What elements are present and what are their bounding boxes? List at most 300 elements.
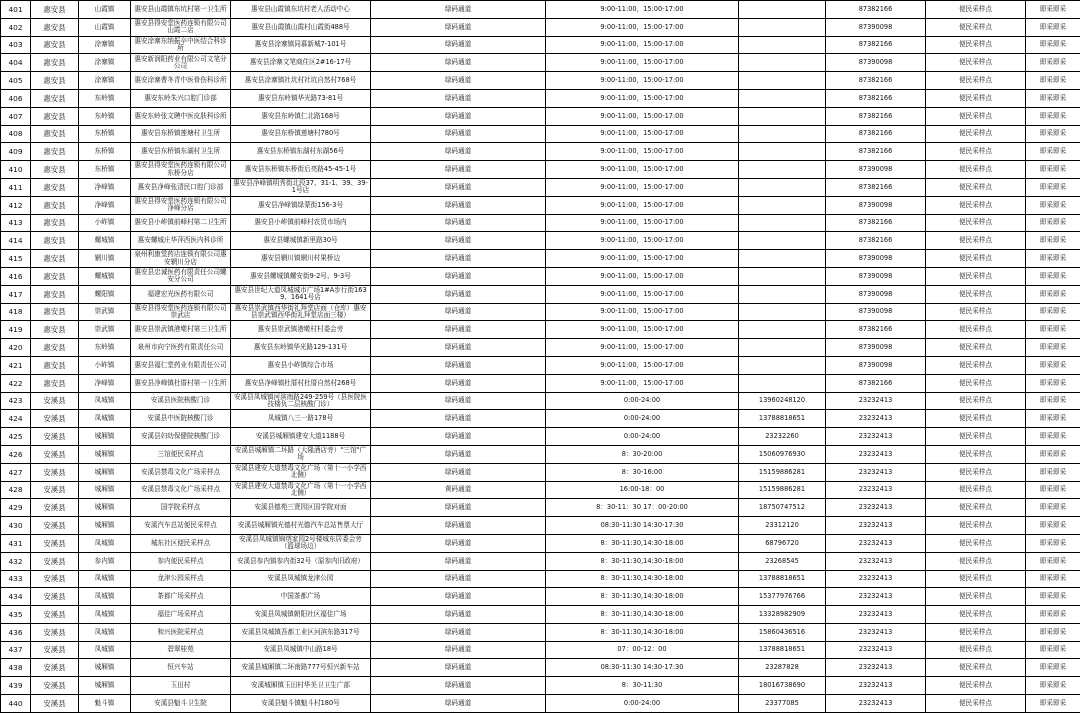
- table-row: [1, 72, 1080, 90]
- cell-site-name: 惠安县小岞镇前峰村第二卫生所: [131, 214, 231, 232]
- cell-sampling-hours: 07：00-12：00: [546, 641, 739, 659]
- cell-site-name: 惠安新润阳药业有限公司文笔分公司: [131, 54, 231, 72]
- cell-town: 辋川镇: [79, 250, 131, 268]
- cell-site-type: 便民采样点: [926, 143, 1026, 161]
- cell-sampling-hours: 9:00-11:00，15:00-17:00: [546, 18, 739, 36]
- cell-access-channel: 绿码通道: [371, 588, 546, 606]
- cell-row-number: 409: [1, 143, 31, 161]
- cell-hotline: 23232413: [826, 659, 926, 677]
- cell-town: 城厢镇: [79, 428, 131, 446]
- cell-sampling-hours: 9:00-11:00，15:00-17:00: [546, 196, 739, 214]
- cell-contact-phone: [739, 178, 826, 196]
- cell-hotline: 23232413: [826, 695, 926, 713]
- cell-sampling-hours: 8：30-11:30,14:30-18:00: [546, 588, 739, 606]
- cell-address: 惠安县小岞镇前峰村农贸市场内: [231, 214, 371, 232]
- table-row: [1, 214, 1080, 232]
- cell-hotline: 87390098: [826, 250, 926, 268]
- cell-site-name: 泉州利康堂药店连锁有限公司惠安辋川分店: [131, 250, 231, 268]
- cell-hotline: 87390098: [826, 303, 926, 321]
- cell-row-number: 406: [1, 89, 31, 107]
- cell-sampling-mode: 即采即采: [1026, 18, 1080, 36]
- cell-site-name: 安溪县妇幼保健院核酸门诊: [131, 428, 231, 446]
- cell-address: 惠安县东桥镇莲塘村780号: [231, 125, 371, 143]
- cell-address: 安溪县凤城镇吾都工业区河滨东路317号: [231, 623, 371, 641]
- cell-site-type: 便民采样点: [926, 392, 1026, 410]
- cell-sampling-hours: 9:00-11:00，15:00-17:00: [546, 72, 739, 90]
- cell-county: 惠安县: [31, 125, 79, 143]
- cell-row-number: 426: [1, 445, 31, 463]
- cell-town: 凤城镇: [79, 392, 131, 410]
- cell-sampling-mode: 即采即采: [1026, 107, 1080, 125]
- cell-access-channel: 绿码通道: [371, 125, 546, 143]
- cell-access-channel: 绿码通道: [371, 570, 546, 588]
- cell-site-type: 便民采样点: [926, 356, 1026, 374]
- cell-sampling-mode: 即采即采: [1026, 72, 1080, 90]
- cell-contact-phone: [739, 1, 826, 19]
- cell-site-type: 便民采样点: [926, 107, 1026, 125]
- cell-hotline: 23232413: [826, 428, 926, 446]
- cell-row-number: 423: [1, 392, 31, 410]
- cell-site-name: 惠安县忠诚医药有限责任公司螺安分公司: [131, 267, 231, 285]
- cell-county: 安溪县: [31, 517, 79, 535]
- cell-access-channel: 绿码通道: [371, 232, 546, 250]
- cell-access-channel: 绿码通道: [371, 677, 546, 695]
- cell-town: 城厢镇: [79, 463, 131, 481]
- cell-site-type: 便民采样点: [926, 214, 1026, 232]
- cell-site-name: 惠安县得安堂医药连锁有限公司东桥分店: [131, 161, 231, 179]
- cell-site-type: 便民采样点: [926, 606, 1026, 624]
- cell-address: 安溪县城厢镇光德村光德汽车总站售票大厅: [231, 517, 371, 535]
- cell-sampling-hours: 9:00-11:00，15:00-17:00: [546, 107, 739, 125]
- cell-site-type: 便民采样点: [926, 552, 1026, 570]
- cell-county: 惠安县: [31, 107, 79, 125]
- cell-address: 惠安县净峰镇明秀街北段37、31-1、39、39-1号店: [231, 178, 371, 196]
- cell-hotline: 23232413: [826, 588, 926, 606]
- cell-hotline: 23232413: [826, 517, 926, 535]
- cell-site-type: 便民采样点: [926, 517, 1026, 535]
- cell-sampling-hours: 9:00-11:00，15:00-17:00: [546, 374, 739, 392]
- cell-town: 城厢镇: [79, 659, 131, 677]
- cell-site-type: 便民采样点: [926, 588, 1026, 606]
- cell-access-channel: 绿码通道: [371, 499, 546, 517]
- table-row: [1, 89, 1080, 107]
- cell-row-number: 429: [1, 499, 31, 517]
- table-row: [1, 517, 1080, 535]
- cell-contact-phone: 15377976766: [739, 588, 826, 606]
- cell-county: 安溪县: [31, 588, 79, 606]
- cell-site-type: 便民采样点: [926, 250, 1026, 268]
- table-row: [1, 196, 1080, 214]
- cell-address: 安溪县凤城镇龙津公园: [231, 570, 371, 588]
- cell-site-name: 福佳广场采样点: [131, 606, 231, 624]
- cell-site-name: 安溪县禁毒文化广场采样点: [131, 463, 231, 481]
- cell-contact-phone: 23268545: [739, 552, 826, 570]
- cell-address: 惠安县净峰镇杜厝村杜厝自然村268号: [231, 374, 371, 392]
- cell-sampling-hours: 8：30-11:30,14:30-18:00: [546, 552, 739, 570]
- cell-site-type: 便民采样点: [926, 463, 1026, 481]
- cell-hotline: 87390098: [826, 18, 926, 36]
- cell-sampling-mode: 即采即采: [1026, 143, 1080, 161]
- cell-sampling-mode: 即采即采: [1026, 517, 1080, 535]
- cell-hotline: 87390098: [826, 161, 926, 179]
- cell-sampling-hours: 8：30-11:30: [546, 677, 739, 695]
- cell-site-type: 便民采样点: [926, 695, 1026, 713]
- cell-hotline: 23232413: [826, 499, 926, 517]
- cell-contact-phone: 13788818651: [739, 641, 826, 659]
- table-row: [1, 18, 1080, 36]
- table-row: [1, 1, 1080, 19]
- cell-address: 惠安县净峰镇绿蒙街156-3号: [231, 196, 371, 214]
- table-row: [1, 606, 1080, 624]
- cell-access-channel: 绿码通道: [371, 36, 546, 54]
- cell-sampling-mode: 即采即采: [1026, 428, 1080, 446]
- cell-hotline: 87382166: [826, 143, 926, 161]
- cell-row-number: 422: [1, 374, 31, 392]
- cell-address: 惠安县世纪大道凤城城市广场1#A步行街1639、1641号店: [231, 285, 371, 303]
- cell-town: 东岭镇: [79, 89, 131, 107]
- cell-access-channel: 绿码通道: [371, 107, 546, 125]
- cell-sampling-mode: 即采即采: [1026, 54, 1080, 72]
- cell-access-channel: 绿码通道: [371, 18, 546, 36]
- cell-county: 惠安县: [31, 178, 79, 196]
- cell-sampling-mode: 即采即采: [1026, 445, 1080, 463]
- cell-county: 惠安县: [31, 72, 79, 90]
- cell-access-channel: 绿码通道: [371, 517, 546, 535]
- cell-hotline: 23232413: [826, 570, 926, 588]
- cell-site-type: 便民采样点: [926, 125, 1026, 143]
- cell-site-name: 惠安涂寨曹冬青中医骨伤科诊所: [131, 72, 231, 90]
- cell-access-channel: 绿码通道: [371, 321, 546, 339]
- cell-access-channel: 绿码通道: [371, 606, 546, 624]
- cell-town: 东桥镇: [79, 143, 131, 161]
- cell-site-name: 龙津公园采样点: [131, 570, 231, 588]
- cell-sampling-hours: 9:00-11:00，15:00-17:00: [546, 125, 739, 143]
- cell-site-type: 便民采样点: [926, 499, 1026, 517]
- cell-hotline: 87390098: [826, 196, 926, 214]
- cell-town: 东岭镇: [79, 339, 131, 357]
- cell-town: 城厢镇: [79, 499, 131, 517]
- cell-address: 惠安县崇武镇西华街礼拜堂店面（仓库）惠安县崇武镇西华街礼拜堂店面三楼）: [231, 303, 371, 321]
- cell-contact-phone: [739, 89, 826, 107]
- cell-site-type: 便民采样点: [926, 677, 1026, 695]
- cell-sampling-mode: 即采即采: [1026, 588, 1080, 606]
- table-row: [1, 499, 1080, 517]
- cell-site-type: 便民采样点: [926, 72, 1026, 90]
- table-row: [1, 125, 1080, 143]
- cell-sampling-mode: 即采即采: [1026, 89, 1080, 107]
- cell-county: 安溪县: [31, 410, 79, 428]
- cell-contact-phone: [739, 321, 826, 339]
- cell-sampling-mode: 即采即采: [1026, 196, 1080, 214]
- cell-address: 惠安县东桥镇东桥街后亮路45-45-1号: [231, 161, 371, 179]
- table-row: [1, 623, 1080, 641]
- cell-sampling-hours: 0:00-24:00: [546, 695, 739, 713]
- cell-contact-phone: [739, 356, 826, 374]
- cell-sampling-mode: 即采即采: [1026, 392, 1080, 410]
- cell-site-type: 便民采样点: [926, 178, 1026, 196]
- cell-town: 城厢镇: [79, 517, 131, 535]
- cell-sampling-hours: 9:00-11:00，15:00-17:00: [546, 143, 739, 161]
- cell-site-type: 便民采样点: [926, 534, 1026, 552]
- cell-sampling-hours: 9:00-11:00，15:00-17:00: [546, 303, 739, 321]
- cell-sampling-hours: 9:00-11:00，15:00-17:00: [546, 178, 739, 196]
- cell-sampling-mode: 即采即采: [1026, 499, 1080, 517]
- cell-sampling-mode: 即采即采: [1026, 677, 1080, 695]
- cell-county: 安溪县: [31, 445, 79, 463]
- cell-contact-phone: [739, 161, 826, 179]
- cell-site-name: 惠安县东桥镇莲塘村卫生所: [131, 125, 231, 143]
- cell-sampling-mode: 即采即采: [1026, 552, 1080, 570]
- table-row: [1, 570, 1080, 588]
- cell-sampling-mode: 即采即采: [1026, 321, 1080, 339]
- cell-site-type: 便民采样点: [926, 321, 1026, 339]
- cell-hotline: 23232413: [826, 445, 926, 463]
- cell-contact-phone: [739, 267, 826, 285]
- cell-site-name: 安溪县医院核酸门诊: [131, 392, 231, 410]
- cell-sampling-hours: 08:30-11:30 14:30-17:30: [546, 517, 739, 535]
- table-row: [1, 250, 1080, 268]
- cell-sampling-mode: 即采即采: [1026, 1, 1080, 19]
- cell-contact-phone: 18750747512: [739, 499, 826, 517]
- cell-site-type: 便民采样点: [926, 428, 1026, 446]
- cell-hotline: 23232413: [826, 606, 926, 624]
- cell-access-channel: 绿码通道: [371, 285, 546, 303]
- cell-site-type: 便民采样点: [926, 410, 1026, 428]
- cell-town: 凤城镇: [79, 410, 131, 428]
- cell-sampling-hours: 8：30-20:00: [546, 445, 739, 463]
- table-row: [1, 356, 1080, 374]
- cell-sampling-hours: 9:00-11:00，15:00-17:00: [546, 1, 739, 19]
- cell-address: 惠安县山霞镇山霞村山霞街488号: [231, 18, 371, 36]
- cell-address: 安溪县参内镇参内街32号（原参内旧政府）: [231, 552, 371, 570]
- cell-access-channel: 绿码通道: [371, 214, 546, 232]
- table-row: [1, 36, 1080, 54]
- cell-contact-phone: [739, 143, 826, 161]
- cell-county: 惠安县: [31, 374, 79, 392]
- cell-town: 净峰镇: [79, 374, 131, 392]
- cell-site-name: 三馆便民采样点: [131, 445, 231, 463]
- cell-contact-phone: [739, 18, 826, 36]
- table-row: [1, 534, 1080, 552]
- cell-address: 惠安县螺城镇新里路30号: [231, 232, 371, 250]
- cell-row-number: 428: [1, 481, 31, 499]
- cell-contact-phone: [739, 36, 826, 54]
- cell-contact-phone: [739, 196, 826, 214]
- cell-address: 安溪县城厢镇二环路（大隆酒店旁）"三馆"广场: [231, 445, 371, 463]
- cell-sampling-hours: 08:30-11:30 14:30-17:30: [546, 659, 739, 677]
- cell-site-name: 福建宏光医药有限公司: [131, 285, 231, 303]
- cell-access-channel: 绿码通道: [371, 374, 546, 392]
- table-row: [1, 410, 1080, 428]
- cell-access-channel: 绿码通道: [371, 695, 546, 713]
- cell-contact-phone: [739, 285, 826, 303]
- cell-site-name: 国学院采样点: [131, 499, 231, 517]
- cell-address: 安溪县建安大道禁毒文化广场（第十一小学西北侧）: [231, 481, 371, 499]
- cell-site-name: 惠安县得安堂医药连锁有限公司山霞二店: [131, 18, 231, 36]
- cell-sampling-hours: 8：30-11:30,14:30-18:00: [546, 606, 739, 624]
- cell-contact-phone: [739, 232, 826, 250]
- cell-row-number: 433: [1, 570, 31, 588]
- cell-sampling-hours: 9:00-11:00，15:00-17:00: [546, 89, 739, 107]
- cell-row-number: 410: [1, 161, 31, 179]
- cell-sampling-hours: 8：30-16:00: [546, 463, 739, 481]
- cell-county: 惠安县: [31, 89, 79, 107]
- cell-sampling-mode: 即采即采: [1026, 178, 1080, 196]
- cell-row-number: 438: [1, 659, 31, 677]
- table-row: [1, 143, 1080, 161]
- table-row: [1, 285, 1080, 303]
- table-row: [1, 161, 1080, 179]
- cell-contact-phone: [739, 54, 826, 72]
- cell-sampling-mode: 即采即采: [1026, 374, 1080, 392]
- cell-town: 东桥镇: [79, 125, 131, 143]
- cell-site-type: 便民采样点: [926, 445, 1026, 463]
- cell-sampling-mode: 即采即采: [1026, 339, 1080, 357]
- cell-county: 安溪县: [31, 499, 79, 517]
- cell-sampling-mode: 即采即采: [1026, 606, 1080, 624]
- cell-sampling-hours: 0:00-24:00: [546, 428, 739, 446]
- cell-town: 山霞镇: [79, 18, 131, 36]
- cell-sampling-hours: 8：30-11：30 17：00-20:00: [546, 499, 739, 517]
- table-row: [1, 677, 1080, 695]
- cell-sampling-mode: 即采即采: [1026, 410, 1080, 428]
- cell-row-number: 419: [1, 321, 31, 339]
- cell-sampling-hours: 9:00-11:00，15:00-17:00: [546, 54, 739, 72]
- cell-address: 安溪县凤城镇锦绣家园2号楼城东居委会旁（篮球场边）: [231, 534, 371, 552]
- cell-address: 凤城镇八三一路178号: [231, 410, 371, 428]
- cell-access-channel: 绿码通道: [371, 339, 546, 357]
- cell-town: 崇武镇: [79, 321, 131, 339]
- cell-town: 螺城镇: [79, 232, 131, 250]
- cell-hotline: 87382166: [826, 321, 926, 339]
- cell-contact-phone: [739, 72, 826, 90]
- cell-sampling-hours: 9:00-11:00，15:00-17:00: [546, 339, 739, 357]
- cell-access-channel: 绿码通道: [371, 659, 546, 677]
- table-row: [1, 641, 1080, 659]
- cell-site-type: 便民采样点: [926, 89, 1026, 107]
- cell-row-number: 430: [1, 517, 31, 535]
- cell-town: 凤城镇: [79, 606, 131, 624]
- table-row: [1, 481, 1080, 499]
- cell-sampling-mode: 即采即采: [1026, 463, 1080, 481]
- cell-row-number: 439: [1, 677, 31, 695]
- cell-town: 涂寨镇: [79, 36, 131, 54]
- table-row: [1, 588, 1080, 606]
- cell-contact-phone: [739, 214, 826, 232]
- cell-contact-phone: 23377085: [739, 695, 826, 713]
- cell-hotline: 87382166: [826, 214, 926, 232]
- cell-site-type: 便民采样点: [926, 285, 1026, 303]
- table-row: [1, 463, 1080, 481]
- table-row: [1, 428, 1080, 446]
- cell-sampling-mode: 即采即采: [1026, 623, 1080, 641]
- table-row: [1, 339, 1080, 357]
- cell-site-name: 惠安县崇武镇港墘村第三卫生所: [131, 321, 231, 339]
- cell-access-channel: 绿码通道: [371, 641, 546, 659]
- cell-site-type: 便民采样点: [926, 18, 1026, 36]
- cell-county: 惠安县: [31, 356, 79, 374]
- cell-address: 安溪县凤城镇河滨南路249-259号（县医院医技楼负二层核酸门诊）: [231, 392, 371, 410]
- cell-county: 惠安县: [31, 321, 79, 339]
- cell-sampling-mode: 即采即采: [1026, 659, 1080, 677]
- cell-row-number: 417: [1, 285, 31, 303]
- cell-sampling-hours: 9:00-11:00，15:00-17:00: [546, 285, 739, 303]
- cell-row-number: 408: [1, 125, 31, 143]
- cell-site-name: 安溪县禁毒文化广场采样点: [131, 481, 231, 499]
- cell-town: 东桥镇: [79, 161, 131, 179]
- cell-sampling-mode: 即采即采: [1026, 232, 1080, 250]
- cell-sampling-mode: 即采即采: [1026, 695, 1080, 713]
- cell-row-number: 413: [1, 214, 31, 232]
- cell-site-type: 便民采样点: [926, 196, 1026, 214]
- cell-address: 安溪县建安大道禁毒文化广场（第十一小学西北侧）: [231, 463, 371, 481]
- table-row: [1, 54, 1080, 72]
- cell-address: 安溪县凤城镇中山路18号: [231, 641, 371, 659]
- cell-hotline: 87390098: [826, 54, 926, 72]
- cell-site-type: 便民采样点: [926, 232, 1026, 250]
- cell-sampling-hours: 9:00-11:00，15:00-17:00: [546, 250, 739, 268]
- cell-sampling-mode: 即采即采: [1026, 250, 1080, 268]
- cell-row-number: 437: [1, 641, 31, 659]
- cell-site-name: 惠安县福仁堂药业有限责任公司: [131, 356, 231, 374]
- cell-access-channel: 绿码通道: [371, 250, 546, 268]
- cell-town: 城厢镇: [79, 677, 131, 695]
- cell-hotline: 23232413: [826, 641, 926, 659]
- table-row: [1, 445, 1080, 463]
- table-row: [1, 267, 1080, 285]
- cell-sampling-hours: 16:00-18：00: [546, 481, 739, 499]
- cell-sampling-mode: 即采即采: [1026, 267, 1080, 285]
- cell-contact-phone: 13328982909: [739, 606, 826, 624]
- cell-hotline: 87382166: [826, 125, 926, 143]
- cell-county: 安溪县: [31, 659, 79, 677]
- cell-hotline: 23232413: [826, 481, 926, 499]
- cell-hotline: 87382166: [826, 36, 926, 54]
- cell-sampling-hours: 9:00-11:00，15:00-17:00: [546, 267, 739, 285]
- cell-town: 螺阳镇: [79, 285, 131, 303]
- cell-site-name: 惠安县净峰张清民口腔门诊部: [131, 178, 231, 196]
- cell-access-channel: 绿码通道: [371, 1, 546, 19]
- cell-hotline: 23232413: [826, 410, 926, 428]
- cell-hotline: 23232413: [826, 677, 926, 695]
- cell-town: 净峰镇: [79, 196, 131, 214]
- cell-access-channel: 绿码通道: [371, 89, 546, 107]
- cell-access-channel: 绿码通道: [371, 72, 546, 90]
- cell-sampling-hours: 9:00-11:00，15:00-17:00: [546, 232, 739, 250]
- cell-sampling-hours: 9:00-11:00，15:00-17:00: [546, 321, 739, 339]
- cell-hotline: 23232413: [826, 463, 926, 481]
- cell-county: 惠安县: [31, 214, 79, 232]
- cell-site-name: 惠安县山霞镇东坑村第一卫生所: [131, 1, 231, 19]
- cell-site-type: 便民采样点: [926, 339, 1026, 357]
- cell-county: 安溪县: [31, 606, 79, 624]
- cell-site-name: 惠安县得安堂医药连锁有限公司净峰分店: [131, 196, 231, 214]
- cell-county: 安溪县: [31, 552, 79, 570]
- cell-site-type: 便民采样点: [926, 161, 1026, 179]
- cell-town: 涂寨镇: [79, 72, 131, 90]
- cell-row-number: 405: [1, 72, 31, 90]
- cell-access-channel: 绿码通道: [371, 410, 546, 428]
- cell-row-number: 420: [1, 339, 31, 357]
- table-row: [1, 303, 1080, 321]
- cell-address: 惠安县东桥镇东湖村东湖56号: [231, 143, 371, 161]
- cell-county: 惠安县: [31, 1, 79, 19]
- cell-site-type: 便民采样点: [926, 374, 1026, 392]
- cell-site-type: 便民采样点: [926, 303, 1026, 321]
- cell-town: 涂寨镇: [79, 54, 131, 72]
- cell-county: 安溪县: [31, 428, 79, 446]
- cell-address: 安溪县凤城镇朝阳社区福佳广场: [231, 606, 371, 624]
